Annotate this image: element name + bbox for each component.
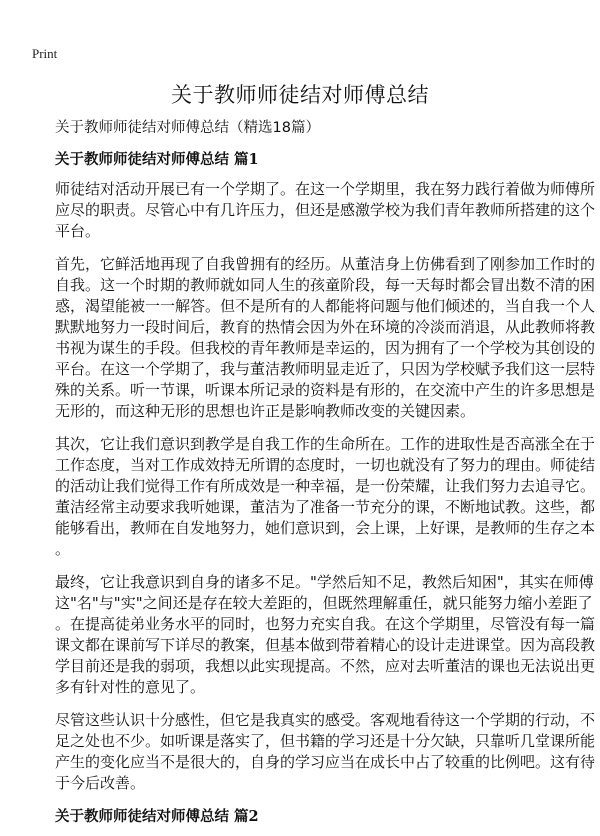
paragraph	[55, 254, 596, 422]
paragraph-line: 于今后改善。	[55, 774, 146, 792]
paragraph-line: 默默地努力一段时间后，教育的热情会因为外在环境的冷淡而消退，从此教师将教	[55, 318, 596, 336]
section-heading: 关于教师师徒结对师傅总结 篇1	[55, 151, 259, 168]
paragraph-line: 尽管这些认识十分感性，但它是我真实的感受。客观地看待这一个学期的行动，不	[55, 711, 596, 729]
paragraph-line: 无形的，而这种无形的思想也许正是影响教师改变的关键因素。	[55, 402, 476, 420]
paragraph	[55, 179, 596, 242]
paragraph-line: 课文都在课前写下详尽的教案，但基本做到带着精心的设计走进课堂。因为高段教	[55, 636, 596, 654]
paragraph-line: 平台。在这一个学期了，我与董洁教师明显走近了，只因为学校赋予我们这一层特	[55, 360, 596, 378]
section-heading: 关于教师师徒结对师傅总结 篇2	[55, 808, 259, 825]
paragraph-line: 工作态度，当对工作成效持无所谓的态度时，一切也就没有了努力的理由。师徒结	[55, 456, 596, 474]
paragraph-line: 。	[55, 540, 71, 558]
paragraph-line: 书视为谋生的手段。但我校的青年教师是幸运的，因为拥有了一个学校为其创设的	[55, 339, 596, 357]
document-title: 关于教师师徒结对师傅总结	[171, 83, 429, 107]
paragraph-line: 董洁经常主动要求我听她课，董洁为了准备一节充分的课，不断地试教。这些，都	[55, 498, 596, 516]
paragraph-line: 多有针对性的意见了。	[55, 678, 206, 696]
document-subtitle: 关于教师师徒结对师傅总结（精选18篇）	[55, 120, 320, 136]
paragraph-line: 自我。这一个时期的教师就如同人生的孩童阶段，每一天每时都会冒出数不清的困	[55, 276, 596, 294]
paragraph	[55, 710, 596, 794]
paragraph-line: 最终，它让我意识到自身的诸多不足。"学然后知不足，教然后知困"，其实在师傅	[55, 573, 594, 591]
paragraph-line: 师徒结对活动开展已有一个学期了。在这一个学期里，我在努力践行着做为师傅所	[55, 180, 596, 198]
document-body	[55, 118, 596, 836]
paragraph-line: 这"名"与"实"之间还是存在较大差距的，但既然理解重任，就只能努力缩小差距了	[55, 594, 593, 612]
paragraph-line: 足之处也不少。如听课是落实了，但书籍的学习还是十分欠缺，只靠听几堂课所能	[55, 732, 596, 750]
sections	[55, 149, 596, 827]
paragraph-line: 殊的关系。听一节课，听课本所记录的资料是有形的，在交流中产生的许多思想是	[55, 381, 596, 399]
paragraph-line: 的活动让我们觉得工作有所成效是一种幸福，是一份荣耀，让我们努力去追寻它。	[55, 477, 596, 495]
paragraph-line: 。在提高徒弟业务水平的同时，也努力充实自我。在这个学期里，尽管没有每一篇	[55, 615, 596, 633]
paragraph-line: 应尽的职责。尽管心中有几许压力，但还是感激学校为我们青年教师所搭建的这个	[55, 201, 596, 219]
paragraph-line: 其次，它让我们意识到教学是自我工作的生命所在。工作的进取性是否高涨全在于	[55, 435, 596, 453]
paragraph-line: 学目前还是我的弱项，我想以此实现提高。不然，应对去听董洁的课也无法说出更	[55, 657, 596, 675]
paragraph-line: 产生的变化应当不是很大的，自身的学习应当在成长中占了较重的比例吧。这有待	[55, 753, 596, 771]
paragraph	[55, 434, 596, 560]
paragraph	[55, 572, 596, 698]
paragraph-line: 首先，它鲜活地再现了自我曾拥有的经历。从董洁身上仿佛看到了刚参加工作时的	[55, 255, 596, 273]
print-link[interactable]: Print	[32, 46, 58, 61]
paragraph-line: 平台。	[55, 222, 101, 240]
paragraph-line: 能够看出，教师在自发地努力，她们意识到，会上课，上好课，是教师的生存之本	[55, 519, 596, 537]
paragraph-line: 惑，渴望能被一一解答。但不是所有的人都能将问题与他们倾述的，当自我一个人	[55, 297, 596, 315]
